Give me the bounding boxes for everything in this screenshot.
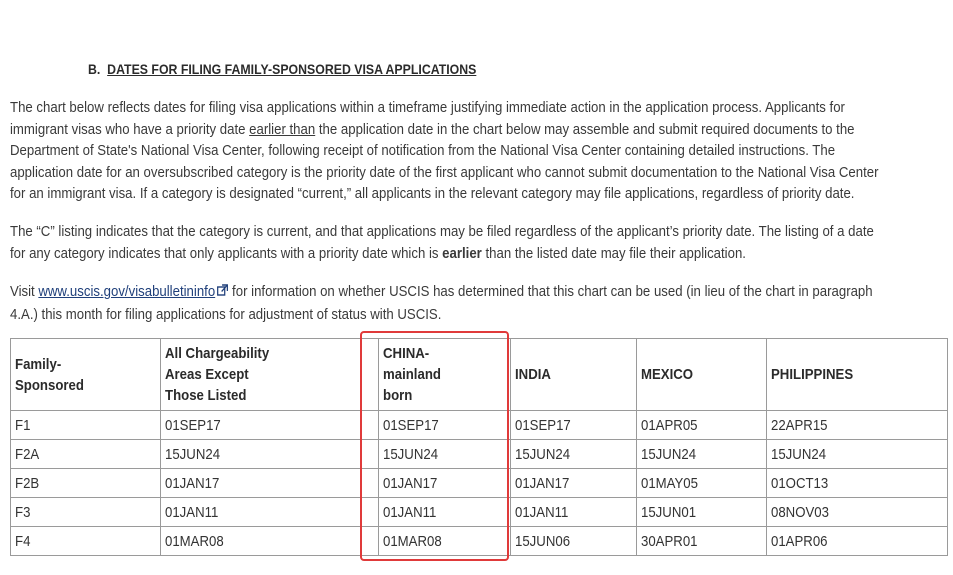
- cell-text: F1: [15, 416, 31, 434]
- cell-text: 15JUN24: [165, 445, 221, 463]
- cell-text: 01JAN17: [165, 474, 220, 492]
- section-heading: [88, 61, 476, 77]
- header-label-line: All Chargeability: [165, 345, 270, 362]
- date-cell: [637, 527, 767, 556]
- paragraph-line: Visit www.uscis.gov/visabulletininfo for information on whether USCIS has determined that this chart can be used (in lieu of the chart in paragraph: [10, 281, 943, 304]
- header-label: [383, 343, 441, 406]
- date-cell: [637, 411, 767, 440]
- header-label-line: INDIA: [515, 366, 551, 383]
- cell-text: 01SEP17: [515, 416, 571, 434]
- section-title: DATES FOR FILING FAMILY-SPONSORED VISA APPLICATIONS: [107, 61, 477, 77]
- header-label: [641, 364, 693, 385]
- header-family-sponsored: [11, 339, 161, 411]
- paragraph-line: 4.A.) this month for filing applications for adjustment of status with USCIS.: [10, 305, 442, 323]
- category-cell: [11, 411, 161, 440]
- emphasis-earlier-than: earlier than: [249, 120, 316, 138]
- table-row: [11, 498, 948, 527]
- cell-text: 01MAR08: [165, 532, 224, 550]
- cell-text: 15JUN24: [771, 445, 827, 463]
- cell-text: 01JAN17: [383, 474, 438, 492]
- header-label-line: mainland: [383, 366, 441, 383]
- date-cell: [161, 469, 379, 498]
- header-label-line: Sponsored: [15, 376, 84, 394]
- cell-text: 22APR15: [771, 416, 828, 434]
- date-cell: [767, 411, 948, 440]
- paragraph-current-listing: [10, 221, 943, 264]
- date-cell: [379, 527, 511, 556]
- date-cell: [767, 440, 948, 469]
- header-china-mainland: [379, 339, 511, 411]
- date-cell: [379, 498, 511, 527]
- table-row: [11, 469, 948, 498]
- header-india: [511, 339, 637, 411]
- date-cell: [511, 498, 637, 527]
- date-cell: [767, 498, 948, 527]
- date-cell: [637, 498, 767, 527]
- paragraph-line: Department of State's National Visa Center, following receipt of notification from the National Visa Center containing detailed instructions. The: [10, 142, 836, 159]
- category-cell: [11, 469, 161, 498]
- paragraph-uscis-visit: [10, 281, 943, 325]
- cell-text: 08NOV03: [771, 503, 829, 521]
- date-cell: [511, 469, 637, 498]
- cell-text: 01JAN11: [383, 503, 437, 521]
- external-link-icon[interactable]: [217, 282, 228, 304]
- table-header-row: [11, 339, 948, 411]
- date-cell: [379, 411, 511, 440]
- section-letter: B.: [88, 61, 101, 77]
- cell-text: 15JUN01: [641, 503, 697, 521]
- date-cell: [379, 440, 511, 469]
- cell-text: 15JUN06: [515, 532, 571, 550]
- category-cell: [11, 498, 161, 527]
- date-cell: [379, 469, 511, 498]
- header-all-chargeability: [161, 339, 379, 411]
- cell-text: F3: [15, 503, 31, 521]
- table-row: [11, 440, 948, 469]
- header-label-line: MEXICO: [641, 366, 694, 383]
- cell-text: 01JAN17: [515, 474, 570, 492]
- emphasis-earlier: earlier: [442, 244, 482, 262]
- date-cell: [161, 527, 379, 556]
- header-philippines: [767, 339, 948, 411]
- table-body: [11, 411, 948, 556]
- date-cell: [767, 469, 948, 498]
- category-cell: [11, 527, 161, 556]
- header-label: [165, 343, 269, 406]
- cell-text: 01OCT13: [771, 474, 829, 492]
- header-label-line: Family-: [15, 355, 62, 373]
- date-cell: [511, 440, 637, 469]
- cell-text: 30APR01: [641, 532, 698, 550]
- header-label-line: PHILIPPINES: [771, 366, 854, 383]
- cell-text: 01APR06: [771, 532, 828, 550]
- date-cell: [637, 469, 767, 498]
- header-label-line: Those Listed: [165, 387, 247, 404]
- header-mexico: [637, 339, 767, 411]
- paragraph-line: application date for an oversubscribed category is the priority date of the first applicant who cannot submit documentation to the National Visa Center: [10, 163, 879, 181]
- header-label: [771, 364, 853, 385]
- header-label: [15, 354, 84, 396]
- cell-text: 15JUN24: [515, 445, 571, 463]
- header-label-line: CHINA-: [383, 345, 430, 362]
- date-cell: [511, 527, 637, 556]
- cell-text: F2B: [15, 474, 40, 492]
- cell-text: 01MAR08: [383, 532, 442, 550]
- date-cell: [161, 411, 379, 440]
- cell-text: 01MAY05: [641, 474, 698, 492]
- table-row: [11, 411, 948, 440]
- date-cell: [637, 440, 767, 469]
- cell-text: 01APR05: [641, 416, 698, 434]
- filing-dates-table: [10, 338, 948, 556]
- cell-text: 01JAN11: [515, 503, 569, 521]
- date-cell: [161, 440, 379, 469]
- paragraph-filing-chart: [10, 97, 943, 205]
- date-cell: [767, 527, 948, 556]
- paragraph-line: The “C” listing indicates that the category is current, and that applications may be filed regardless of the applicant’s priority date. The listing of a date: [10, 223, 874, 240]
- paragraph-line: immigrant visas who have a priority date earlier than the application date in the chart below may assemble and submit required documents to the: [10, 120, 855, 138]
- cell-text: 01SEP17: [165, 416, 221, 434]
- paragraph-line: The chart below reflects dates for filing visa applications within a timeframe justifying immediate action in the application process. Applicants for: [10, 99, 845, 116]
- table-row: [11, 527, 948, 556]
- cell-text: 01SEP17: [383, 416, 439, 434]
- paragraph-line: for any category indicates that only applicants with a priority date which is earlier than the listed date may file their application.: [10, 244, 746, 262]
- cell-text: 15JUN24: [383, 445, 439, 463]
- header-label-line: born: [383, 387, 413, 404]
- paragraph-line: for an immigrant visa. If a category is designated “current,” all applicants in the relevant category may file applications, regardless of priority date.: [10, 185, 855, 202]
- header-label: [515, 364, 551, 385]
- cell-text: 15JUN24: [641, 445, 697, 463]
- date-cell: [161, 498, 379, 527]
- date-cell: [511, 411, 637, 440]
- header-label-line: Areas Except: [165, 366, 249, 383]
- cell-text: 01JAN11: [165, 503, 219, 521]
- uscis-visa-bulletin-link[interactable]: www.uscis.gov/visabulletininfo: [38, 283, 216, 300]
- cell-text: F4: [15, 532, 31, 550]
- category-cell: [11, 440, 161, 469]
- cell-text: F2A: [15, 445, 40, 463]
